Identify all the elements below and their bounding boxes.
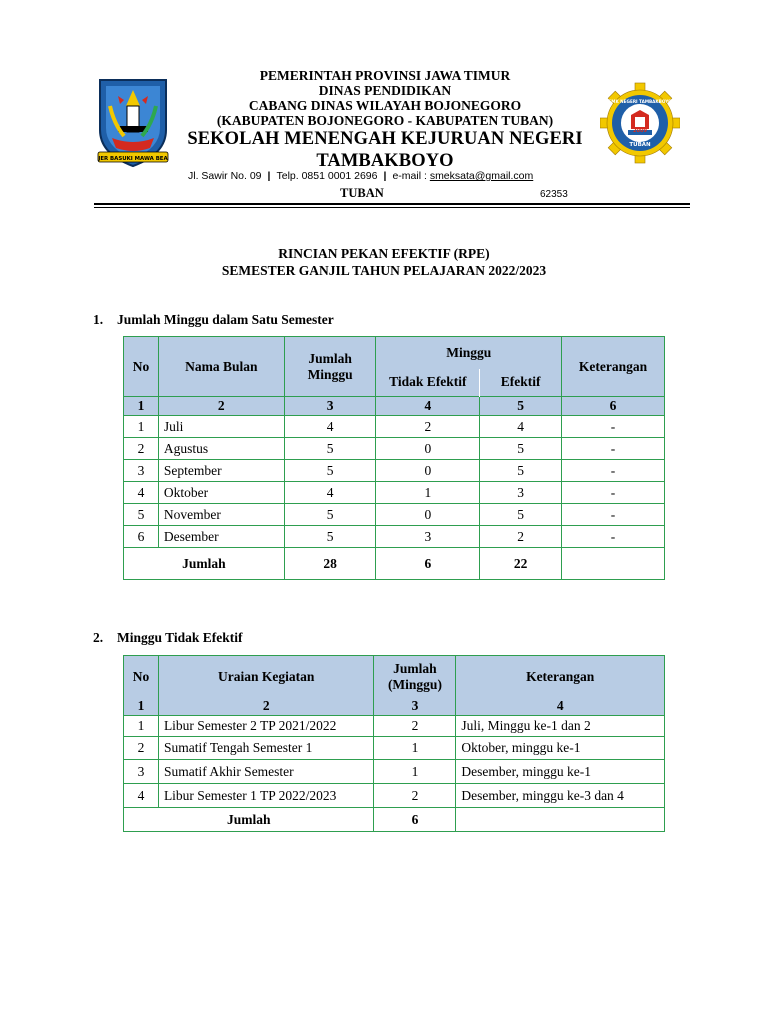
table-row [124,716,665,737]
header-total-weeks: Jumlah Minggu [284,337,376,397]
row-total-weeks: 5 [284,438,376,460]
section-2-number: 2. [93,630,104,645]
total-weeks: 6 [374,808,456,832]
column-number-row [124,698,665,716]
header-weeks-line-1: Jumlah [393,660,437,676]
non-effective-weeks-table [123,655,665,832]
school-name-line-2: TAMBAKBOYO [316,151,454,171]
row-total-weeks: 5 [284,504,376,526]
row-not-effective: 1 [376,482,480,504]
row-total-weeks: 4 [284,482,376,504]
row-month: September [158,460,284,482]
column-number-row [124,397,665,416]
school-name-line-1: SEKOLAH MENENGAH KEJURUAN NEGERI [187,129,583,149]
header-weeks-line-2: (Minggu) [387,676,442,692]
row-total-weeks: 5 [284,460,376,482]
header-note: Keterangan [562,337,665,397]
column-number: 1 [124,397,159,416]
row-month: November [158,504,284,526]
row-effective: 3 [480,482,562,504]
postal-code: 62353 [540,189,568,200]
row-no: 3 [124,760,159,784]
column-number: 3 [284,397,376,416]
total-note [456,808,665,832]
row-effective: 5 [480,460,562,482]
school-logo [600,82,680,164]
row-activity: Sumatif Tengah Semester 1 [158,737,374,760]
row-no: 1 [124,416,159,438]
row-weeks: 1 [374,737,456,760]
letterhead-line-1: PEMERINTAH PROVINSI JAWA TIMUR [259,68,511,83]
table-row [124,482,665,504]
header-no: No [124,656,159,698]
table-row [124,416,665,438]
row-activity: Libur Semester 2 TP 2021/2022 [158,716,374,737]
row-no: 2 [124,438,159,460]
table-row [124,737,665,760]
row-note: - [562,438,665,460]
total-weeks: 28 [284,548,376,580]
total-row [124,808,665,832]
school-city: TUBAN [340,186,384,200]
row-note: - [562,482,665,504]
document-title-line-1: RINCIAN PEKAN EFEKTIF (RPE) [278,246,490,261]
total-effective: 22 [480,548,562,580]
total-label: Jumlah [124,808,374,832]
table-row [124,438,665,460]
row-note: Oktober, minggu ke-1 [456,737,665,760]
row-effective: 4 [480,416,562,438]
row-note: Desember, minggu ke-1 [456,760,665,784]
column-number: 2 [158,698,374,716]
row-note: - [562,504,665,526]
header-not-effective: Tidak Efektif [376,369,480,397]
row-not-effective: 0 [376,504,480,526]
header-no: No [124,337,159,397]
total-label: Jumlah [124,548,285,580]
row-no: 4 [124,482,159,504]
table-row [124,784,665,808]
row-no: 2 [124,737,159,760]
table-row [124,760,665,784]
table-row [124,460,665,482]
table-row [124,504,665,526]
row-not-effective: 0 [376,438,480,460]
column-number: 4 [376,397,480,416]
total-row [124,548,665,580]
letterhead-rule-thin [94,207,690,208]
row-note: - [562,526,665,548]
column-number: 4 [456,698,665,716]
row-effective: 2 [480,526,562,548]
row-no: 3 [124,460,159,482]
row-note: - [562,460,665,482]
row-weeks: 2 [374,784,456,808]
row-note: Juli, Minggu ke-1 dan 2 [456,716,665,737]
column-number: 2 [158,397,284,416]
row-not-effective: 3 [376,526,480,548]
row-note: - [562,416,665,438]
section-1-title: Jumlah Minggu dalam Satu Semester [117,312,334,327]
column-number: 1 [124,698,159,716]
total-note [562,548,665,580]
column-number: 6 [562,397,665,416]
jatim-province-logo [94,76,172,168]
row-effective: 5 [480,504,562,526]
row-activity: Libur Semester 1 TP 2022/2023 [158,784,374,808]
column-number: 3 [374,698,456,716]
row-no: 1 [124,716,159,737]
letterhead-rule-thick [94,203,690,205]
row-activity: Sumatif Akhir Semester [158,760,374,784]
email-label: e-mail : [392,170,427,182]
row-total-weeks: 4 [284,416,376,438]
section-1-heading [93,312,334,328]
section-2-heading [93,630,243,646]
document-title [0,245,768,279]
row-not-effective: 2 [376,416,480,438]
right-logo-ring-text: SMK NEGERI TAMBAKBOYO [608,99,672,104]
row-no: 5 [124,504,159,526]
letterhead-text [180,68,590,172]
school-phone: Telp. 0851 0001 2696 [276,170,378,182]
right-logo-city: TUBAN [629,142,651,148]
letterhead-contact: Jl. Sawir No. 09 | Telp. 0851 0001 2696 | e-mail : smeksata@gmail.com [188,170,534,182]
row-month: Desember [158,526,284,548]
header-month: Nama Bulan [158,337,284,397]
header-weeks [374,656,456,698]
header-effective: Efektif [480,369,562,397]
header-note: Keterangan [456,656,665,698]
table-row [124,526,665,548]
school-address: Jl. Sawir No. 09 [188,170,262,182]
row-month: Oktober [158,482,284,504]
row-month: Agustus [158,438,284,460]
letterhead-line-3: CABANG DINAS WILAYAH BOJONEGORO [248,98,522,113]
row-month: Juli [158,416,284,438]
row-note: Desember, minggu ke-3 dan 4 [456,784,665,808]
school-email-link[interactable]: smeksata@gmail.com [429,170,534,182]
letterhead-line-4: (KABUPATEN BOJONEGORO - KABUPATEN TUBAN) [216,113,554,128]
column-number: 5 [480,397,562,416]
section-2-title: Minggu Tidak Efektif [117,630,243,645]
left-logo-motto: JER BASUKI MAWA BEA [98,156,168,162]
effective-weeks-table [123,336,665,580]
letterhead-line-2: DINAS PENDIDIKAN [318,83,452,98]
row-effective: 5 [480,438,562,460]
section-1-number: 1. [93,312,104,327]
header-weeks-group: Minggu [376,337,562,369]
row-total-weeks: 5 [284,526,376,548]
row-not-effective: 0 [376,460,480,482]
header-activity: Uraian Kegiatan [158,656,374,698]
document-title-line-2: SEMESTER GANJIL TAHUN PELAJARAN 2022/2023 [221,263,547,278]
total-not-effective: 6 [376,548,480,580]
row-weeks: 1 [374,760,456,784]
row-weeks: 2 [374,716,456,737]
right-logo-year: 2009 [633,128,647,134]
row-no: 6 [124,526,159,548]
row-no: 4 [124,784,159,808]
